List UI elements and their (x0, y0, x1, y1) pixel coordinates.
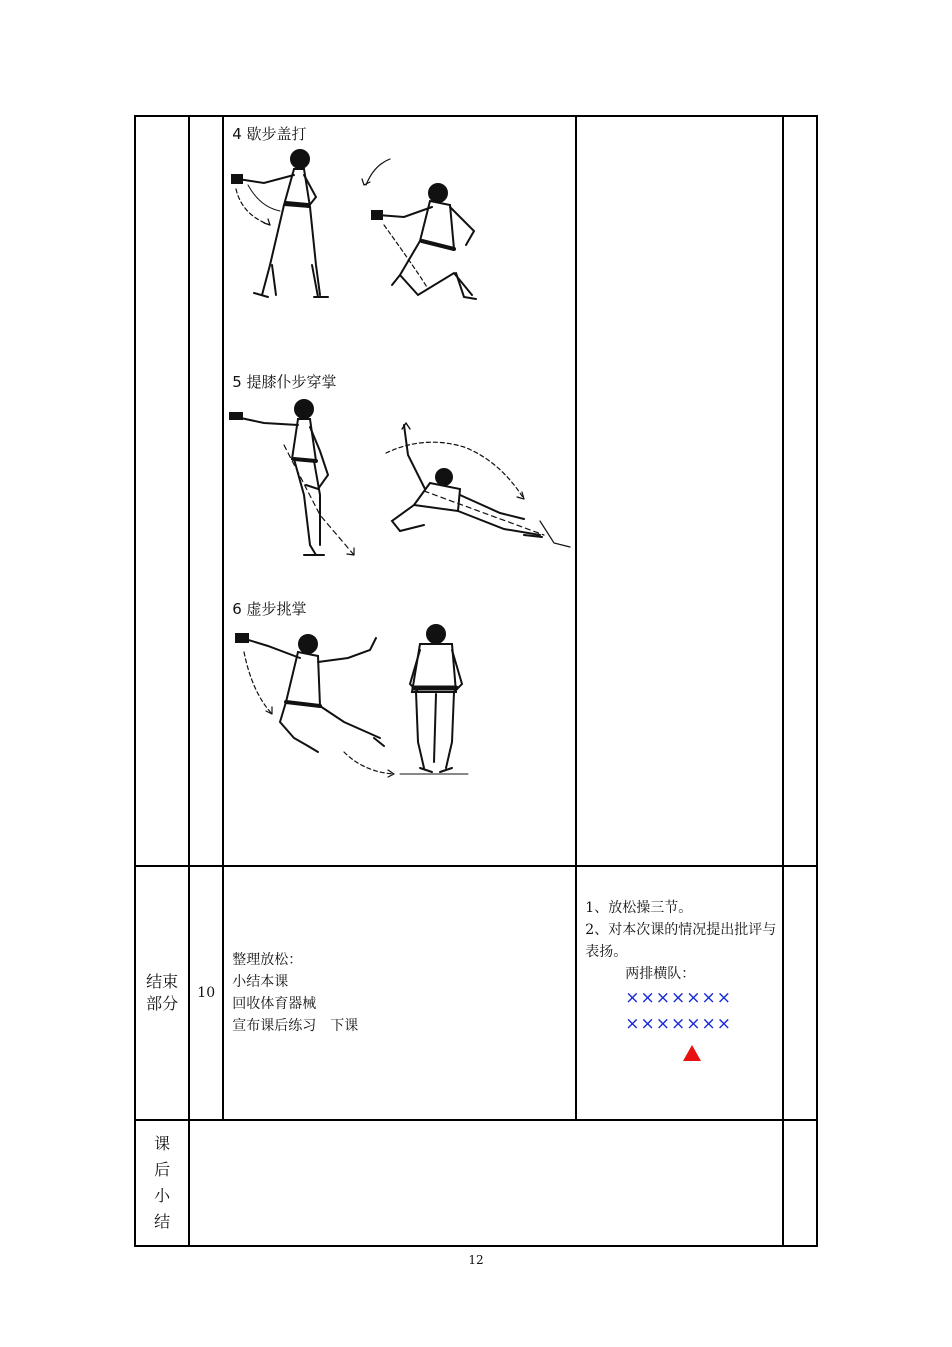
summary-label-char: 课 (154, 1134, 171, 1153)
method-cell-empty (576, 116, 783, 866)
duration-cell-empty (189, 116, 223, 866)
summary-label-char: 小 (154, 1186, 171, 1205)
summary-label (135, 1120, 189, 1246)
formation-title: 两排横队： (625, 966, 696, 982)
section-cell-empty (135, 116, 189, 866)
movement-5-figure (224, 395, 576, 567)
end-section-content (223, 866, 576, 1120)
summary-label-char: 后 (154, 1160, 171, 1179)
remarks-cell-empty (783, 1120, 817, 1246)
movement-4-figure (224, 145, 576, 315)
end-section-method (576, 866, 783, 1120)
content-line: 回收体育器械 (232, 996, 317, 1012)
formation-row-2: ××××××× (625, 1014, 732, 1034)
end-section-duration: 10 (189, 866, 223, 1120)
movements-content-cell (223, 116, 576, 866)
method-line: 2、对本次课的情况提出批评与表扬。 (585, 922, 777, 960)
end-section-label-line2: 部分 (146, 994, 179, 1013)
movements-row (135, 116, 817, 866)
teacher-triangle-icon (683, 1045, 701, 1061)
movement-6-figure (224, 622, 576, 792)
end-section-label-line1: 结束 (146, 972, 179, 991)
end-section-row (135, 866, 817, 1120)
movement-6-title: 6 虚步挑掌 (232, 600, 307, 618)
remarks-cell-empty (783, 866, 817, 1120)
content-line: 宣布课后练习 下课 (232, 1018, 359, 1034)
summary-label-char: 结 (154, 1212, 171, 1231)
movement-4-title: 4 歇步盖打 (232, 125, 307, 143)
movement-5-title: 5 提膝仆步穿掌 (232, 373, 337, 391)
formation-row-1: ××××××× (625, 988, 732, 1008)
summary-row (135, 1120, 817, 1246)
summary-content-cell (189, 1120, 783, 1246)
page-number: 12 (468, 1253, 484, 1267)
end-section-label (135, 866, 189, 1120)
content-line: 小结本课 (232, 974, 289, 990)
content-line: 整理放松： (232, 952, 303, 968)
remarks-cell-empty (783, 116, 817, 866)
method-line: 1、放松操三节。 (585, 900, 693, 916)
lesson-plan-table (134, 115, 818, 1247)
